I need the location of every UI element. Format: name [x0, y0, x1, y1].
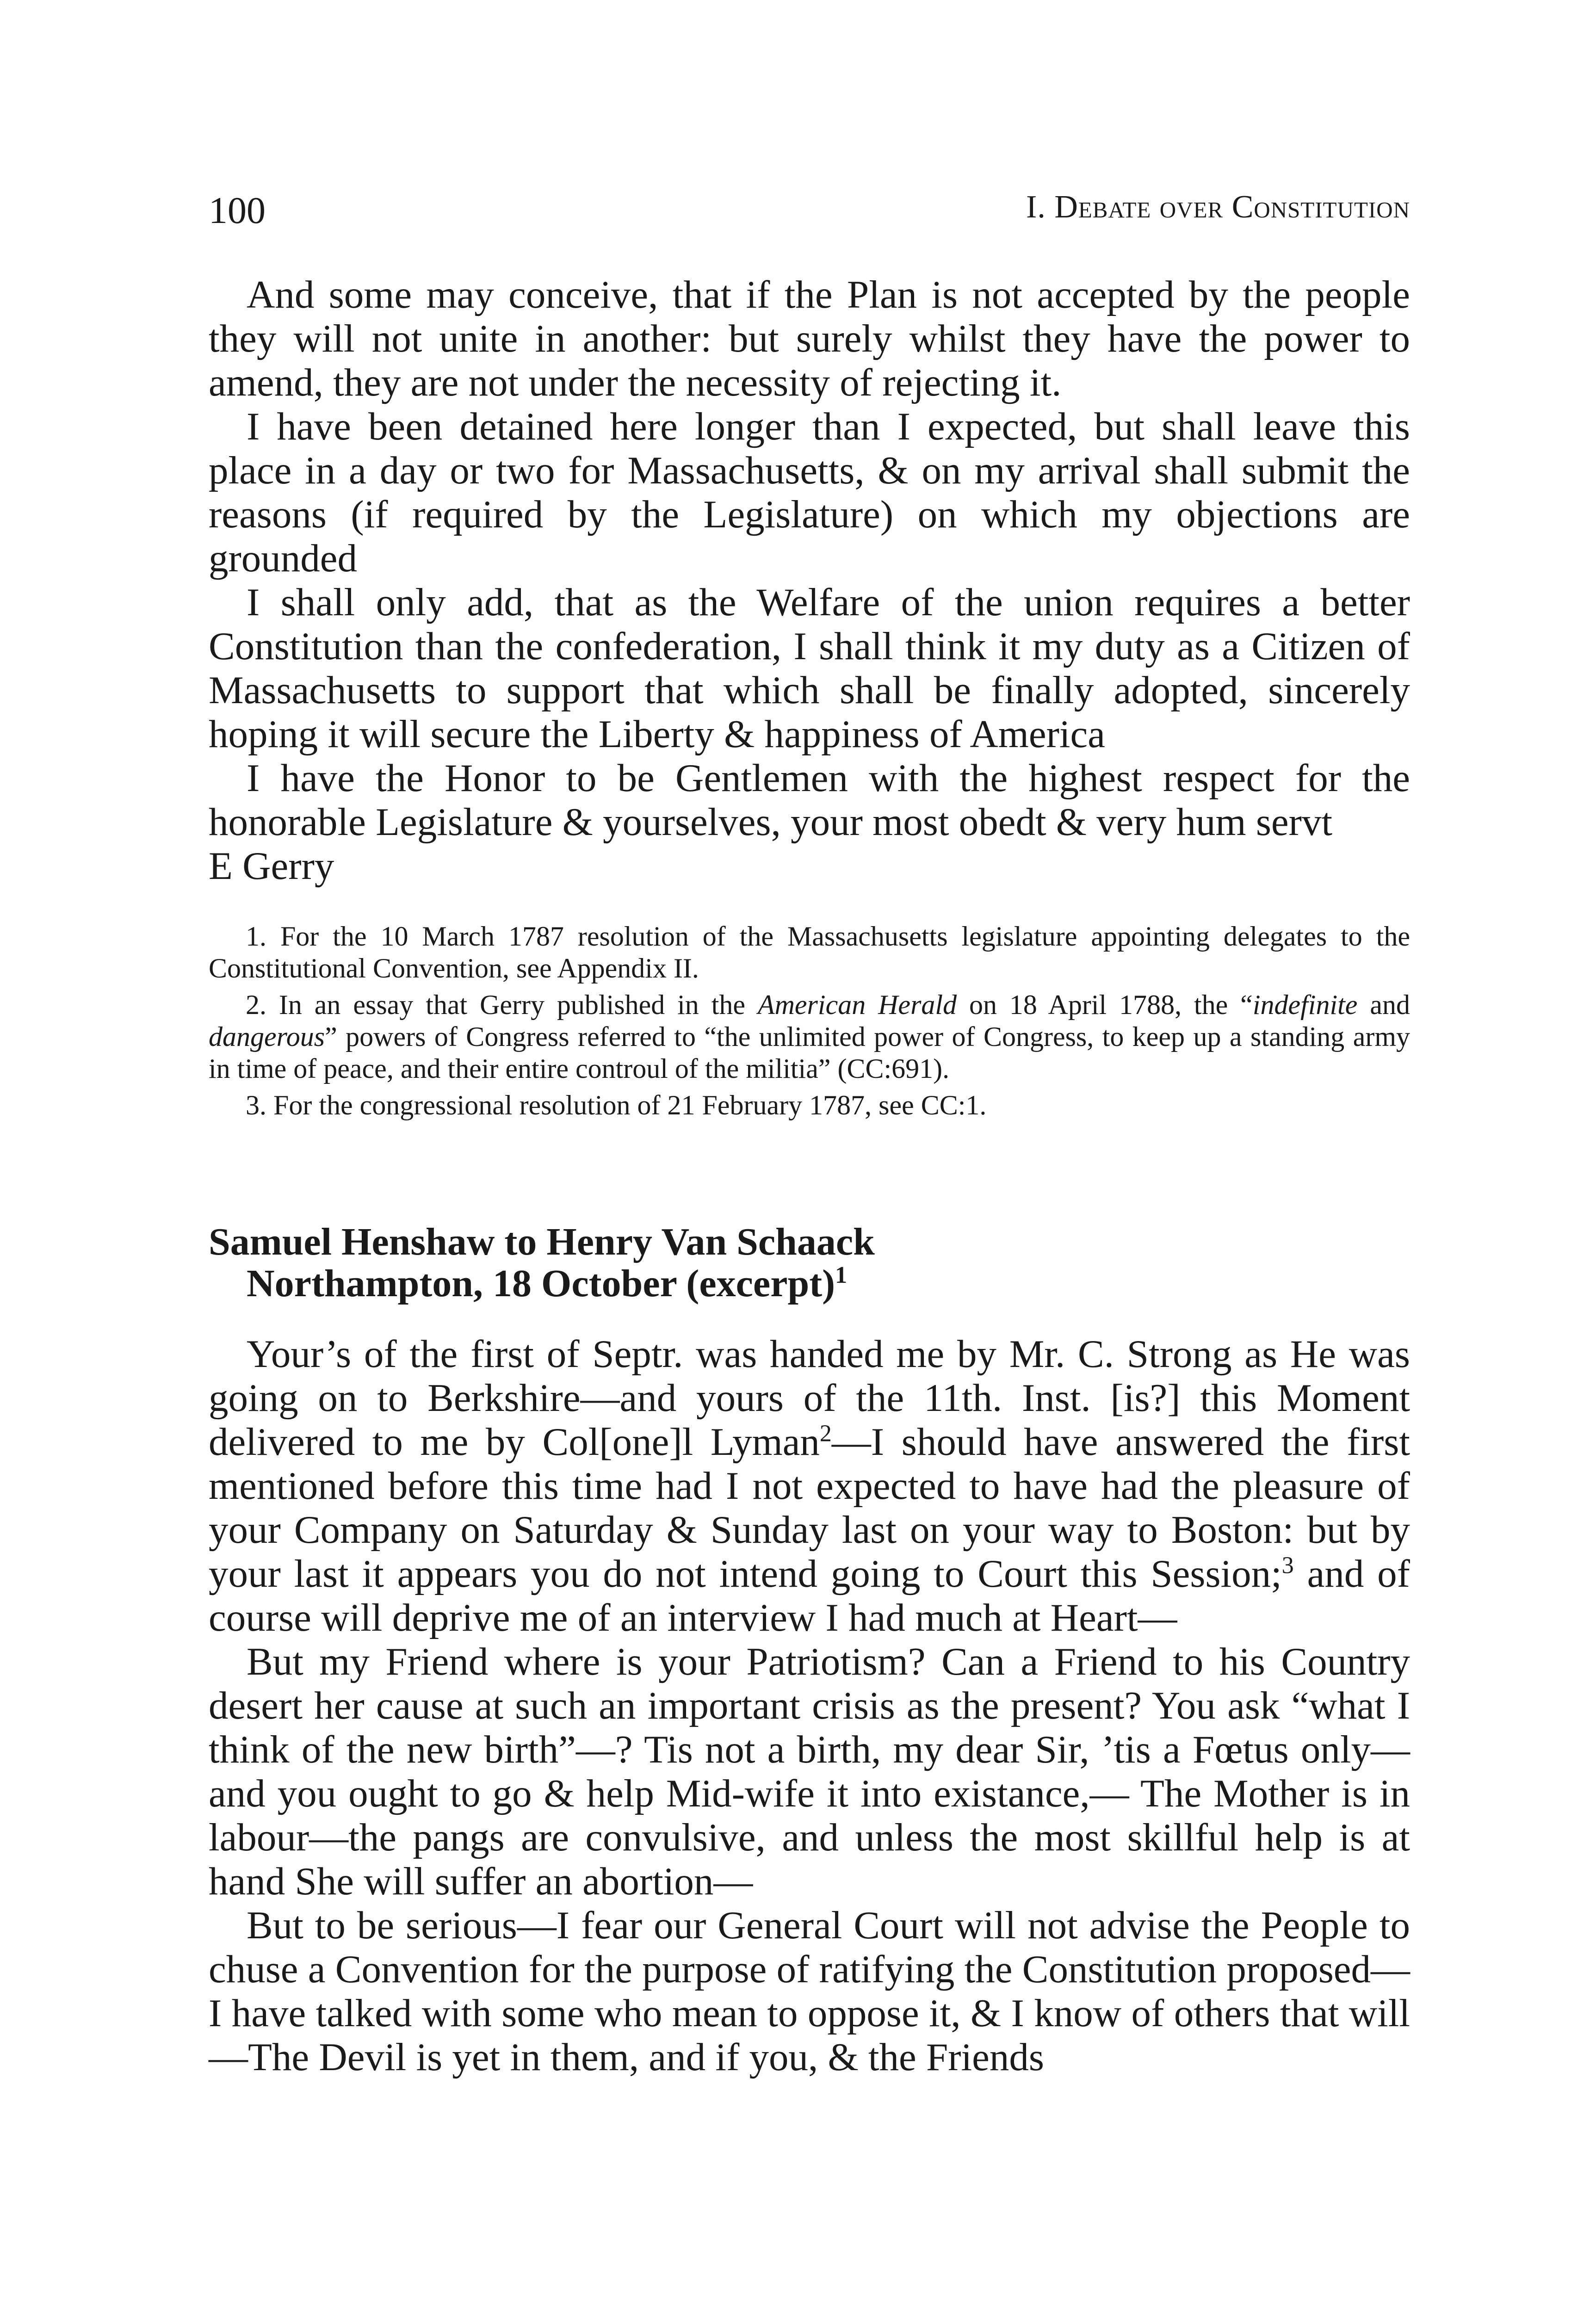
- dateline: Northampton, 18 October (excerpt): [247, 1262, 835, 1305]
- paragraph: But my Friend where is your Patriotism? Can a Friend to his Country desert her cause at such an important crisis as the present? You ask “what I think of the new birth”—? Tis not a birth, my dear Sir, ’tis a Fœtus only—and you ought to go & help Mid-wife it into existance,— The Mother is in labour—the pangs are convulsive, and unless the most skillful help is at hand She will suffer an abortion—: [209, 1640, 1410, 1903]
- note-ref: 3: [1281, 1552, 1294, 1579]
- document-heading: [209, 1221, 1410, 1305]
- paragraph-text: —I should have answered the first mentioned before this time had I not expected to have had the pleasure of your Company on Saturday & Sunday last on your way to Boston: but by your last it appears you do not intend going to Court this Session;: [209, 1420, 1410, 1596]
- document-title: Samuel Henshaw to Henry Van Schaack: [209, 1220, 875, 1263]
- publication-title: American Herald: [757, 990, 957, 1020]
- paragraph: I shall only add, that as the Welfare of the union requires a better Constitution than the confederation, I shall think it my duty as a Citizen of Massachusetts to support that which shall be finally adopted, sincerely hoping it will secure the Liberty & happiness of America: [209, 581, 1410, 756]
- note-ref: 1: [835, 1262, 847, 1288]
- signature: E Gerry: [209, 844, 334, 888]
- footnote-3: 3. For the congressional resolution of 21 February 1787, see CC:1.: [246, 1090, 987, 1120]
- note-ref: 2: [819, 1420, 832, 1447]
- henshaw-letter-body: [209, 1332, 1410, 2079]
- footnote-text: and: [1357, 990, 1410, 1020]
- paragraph-text: Your’s of the first of Septr. was handed me by Mr. C. Strong as He was going on to Berkshire—and yours of the 11th. Inst. [is?] this Moment delivered to me by Col[one]l Lyman: [209, 1332, 1410, 1464]
- paragraph: I have the Honor to be Gentlemen with the highest respect for the honorable Legislature & yourselves, your most obedt & very hum servt: [209, 756, 1410, 844]
- paragraph: [209, 1332, 1410, 1640]
- page-header: [209, 189, 1410, 240]
- emphasis: dangerous: [209, 1021, 325, 1052]
- page-number: 100: [209, 189, 266, 231]
- gerry-letter-body: [209, 273, 1410, 888]
- footnote-text: on 18 April 1788, the “: [957, 990, 1253, 1020]
- paragraph-text: and of course will deprive me of an interview I had much at Heart—: [209, 1552, 1410, 1639]
- footnotes: [209, 921, 1410, 1126]
- document-subtitle: [209, 1263, 1410, 1305]
- footnote-2: [209, 989, 1410, 1085]
- paragraph: And some may conceive, that if the Plan is not accepted by the people they will not unite in another: but surely whilst they have the power to amend, they are not under the necessity of rejecting it.: [209, 273, 1410, 404]
- footnote-1: 1. For the 10 March 1787 resolution of the Massachusetts legislature appointing delegates to the Constitutional Convention, see Appendix II.: [209, 921, 1410, 983]
- footnote-text: 2. In an essay that Gerry published in the: [246, 990, 758, 1020]
- emphasis: indefinite: [1252, 990, 1358, 1020]
- running-head: I. Debate over Constitution: [1026, 189, 1410, 225]
- paragraph: I have been detained here longer than I expected, but shall leave this place in a day or two for Massachusetts, & on my arrival shall submit the reasons (if required by the Legislature) on which my objections are grounded: [209, 405, 1410, 580]
- footnote-text: ” powers of Congress referred to “the unlimited power of Congress, to keep up a standing army in time of peace, and their entire controul of the militia” (CC:691).: [209, 1021, 1410, 1084]
- paragraph: But to be serious—I fear our General Court will not advise the People to chuse a Convention for the purpose of ratifying the Constitution proposed—I have talked with some who mean to oppose it, & I know of others that will—The Devil is yet in them, and if you, & the Friends: [209, 1904, 1410, 2079]
